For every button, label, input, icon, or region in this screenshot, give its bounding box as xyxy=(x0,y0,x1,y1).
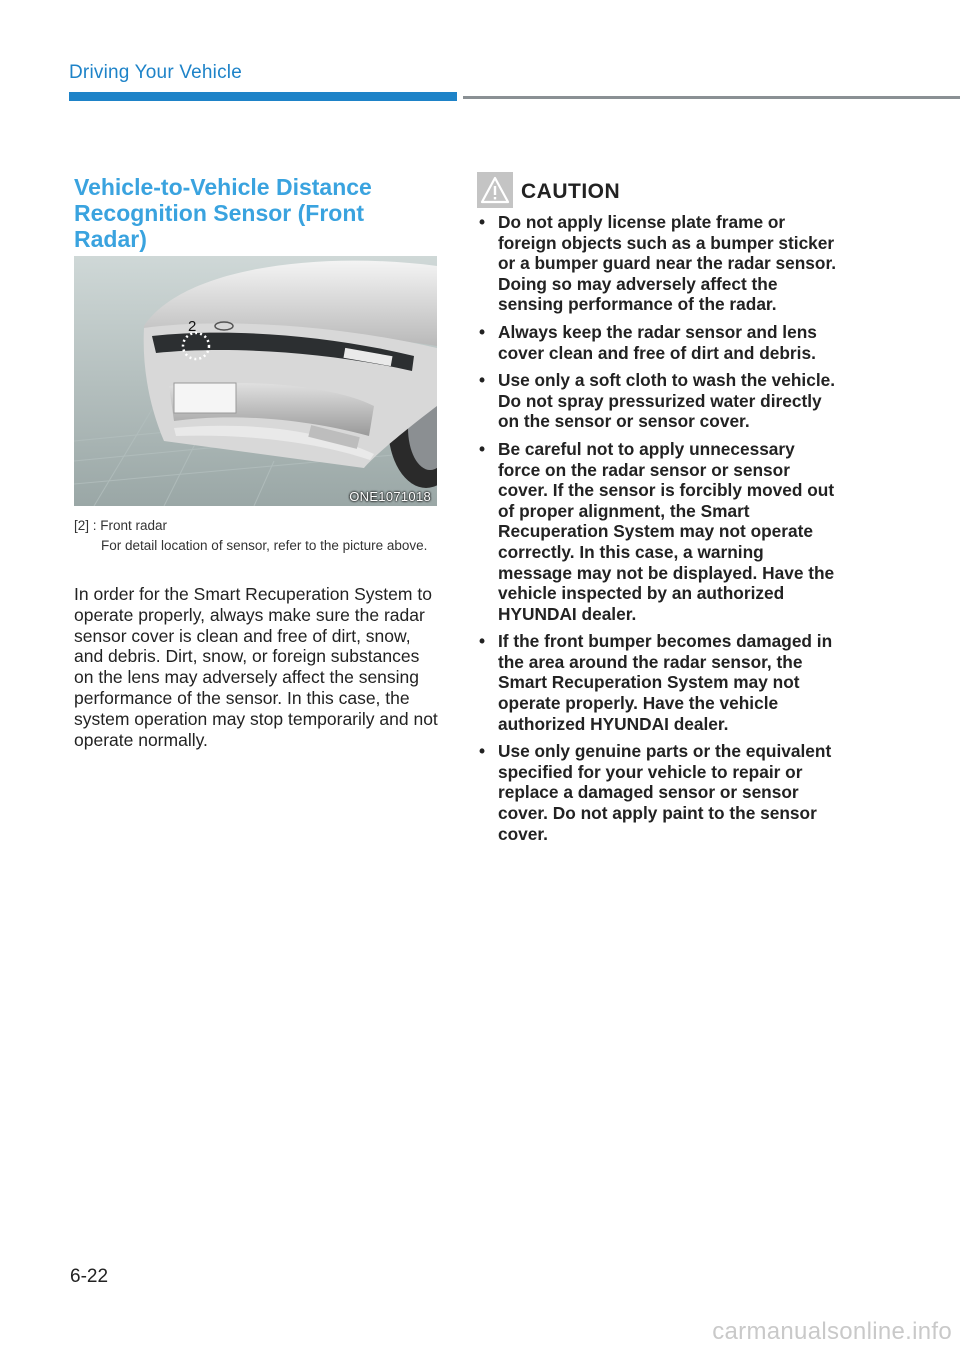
caption-label: [2] : Front radar xyxy=(74,518,168,533)
list-item: • Use only a soft cloth to wash the vehicle. Do not spray pressurized water directly on the sensor or sensor cover. xyxy=(477,370,839,432)
list-item: • Always keep the radar sensor and lens cover clean and free of dirt and debris. xyxy=(477,322,839,363)
caution-label: CAUTION xyxy=(521,179,621,203)
caution-list xyxy=(477,212,839,851)
watermark: carmanualsonline.info xyxy=(712,1318,952,1345)
list-item: • If the front bumper becomes damaged in the area around the radar sensor, the Smart Recuperation System may not operate properly. Have the vehicle authorized HYUNDAI dealer. xyxy=(477,631,839,734)
caption-detail: For detail location of sensor, refer to the picture above. xyxy=(101,538,428,553)
list-item: • Do not apply license plate frame or foreign objects such as a bumper sticker or a bumper guard near the radar sensor. Doing so may adversely affect the sensing performance of the radar. xyxy=(477,212,839,315)
callout-number: 2 xyxy=(188,318,197,335)
figure-code: ONE1071018 xyxy=(349,489,431,504)
page-number: 6-22 xyxy=(70,1266,109,1287)
list-item: • Use only genuine parts or the equivalent specified for your vehicle to repair or replace a damaged sensor or sensor cover. Do not apply paint to the sensor cover. xyxy=(477,741,839,844)
header-rule-blue xyxy=(69,92,457,101)
figure-caption xyxy=(74,516,436,556)
warning-triangle-icon xyxy=(477,172,513,208)
caution-header xyxy=(477,172,620,208)
section-title: Vehicle-to-Vehicle Distance Recognition Sensor (Front Radar) xyxy=(74,174,372,252)
body-paragraph: In order for the Smart Recuperation System to operate properly, always make sure the radar sensor cover is clean and free of dirt, snow, and debris. Dirt, snow, or foreign substances on the lens may adversely affect the sensing performance of the sensor. In this case, the system operation may stop temporarily and not operate normally. xyxy=(74,584,438,750)
car-front-illustration xyxy=(74,256,437,506)
front-radar-illustration xyxy=(74,256,437,506)
header-rule-gray xyxy=(463,96,960,99)
running-header: Driving Your Vehicle xyxy=(69,62,242,83)
list-item: • Be careful not to apply unnecessary force on the radar sensor or sensor cover. If the sensor is forcibly moved out of proper alignment, the Smart Recuperation System may not operate correctly. In this case, a warning message may not be displayed. Have the vehicle inspected by an authorized HYUNDAI dealer. xyxy=(477,439,839,624)
